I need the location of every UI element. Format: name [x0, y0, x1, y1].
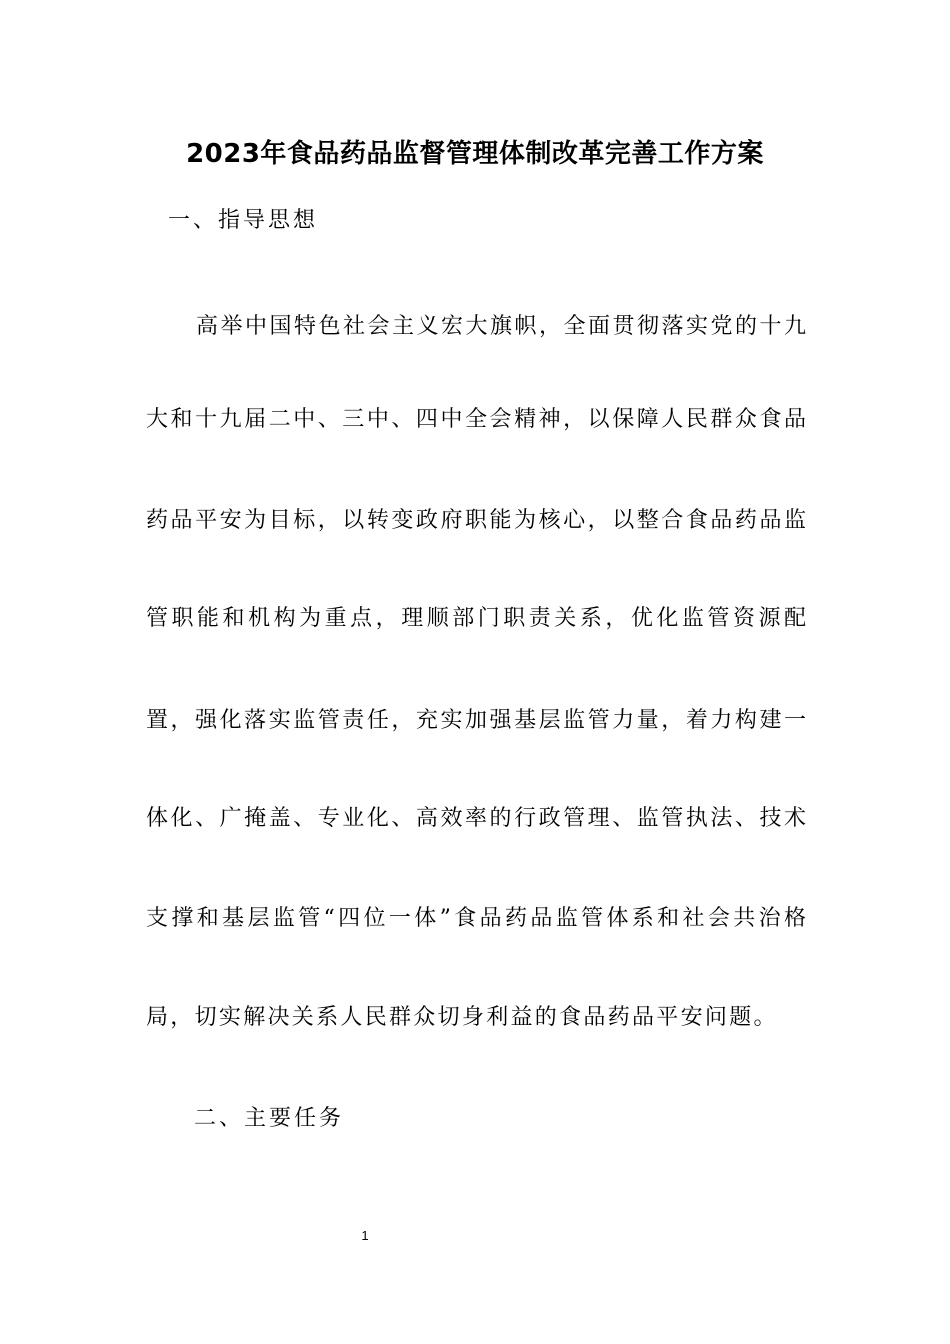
paragraph-line: 管职能和机构为重点，理顺部门职责关系，优化监管资源配	[146, 606, 806, 631]
paragraph-line: 高举中国特色社会主义宏大旗帜，全面贯彻落实党的十九	[196, 314, 806, 339]
paragraph-line: 体化、广掩盖、专业化、高效率的行政管理、监管执法、技术	[146, 806, 806, 831]
paragraph-line: 支撑和基层监管“四位一体”食品药品监管体系和社会共治格	[146, 906, 806, 931]
paragraph-line: 置，强化落实监管责任，充实加强基层监管力量，着力构建一	[146, 708, 806, 733]
section-heading-main-tasks: 二、主要任务	[194, 1106, 345, 1131]
document-title: 2023年食品药品监督管理体制改革完善工作方案	[186, 139, 764, 169]
paragraph-line: 药品平安为目标，以转变政府职能为核心，以整合食品药品监	[146, 508, 806, 533]
section-heading-guiding-ideology: 一、指导思想	[168, 208, 319, 233]
page-number: 1	[361, 1228, 369, 1243]
paragraph-line: 局，切实解决关系人民群众切身利益的食品药品平安问题。	[146, 1005, 778, 1030]
paragraph-line: 大和十九届二中、三中、四中全会精神，以保障人民群众食品	[146, 407, 806, 432]
